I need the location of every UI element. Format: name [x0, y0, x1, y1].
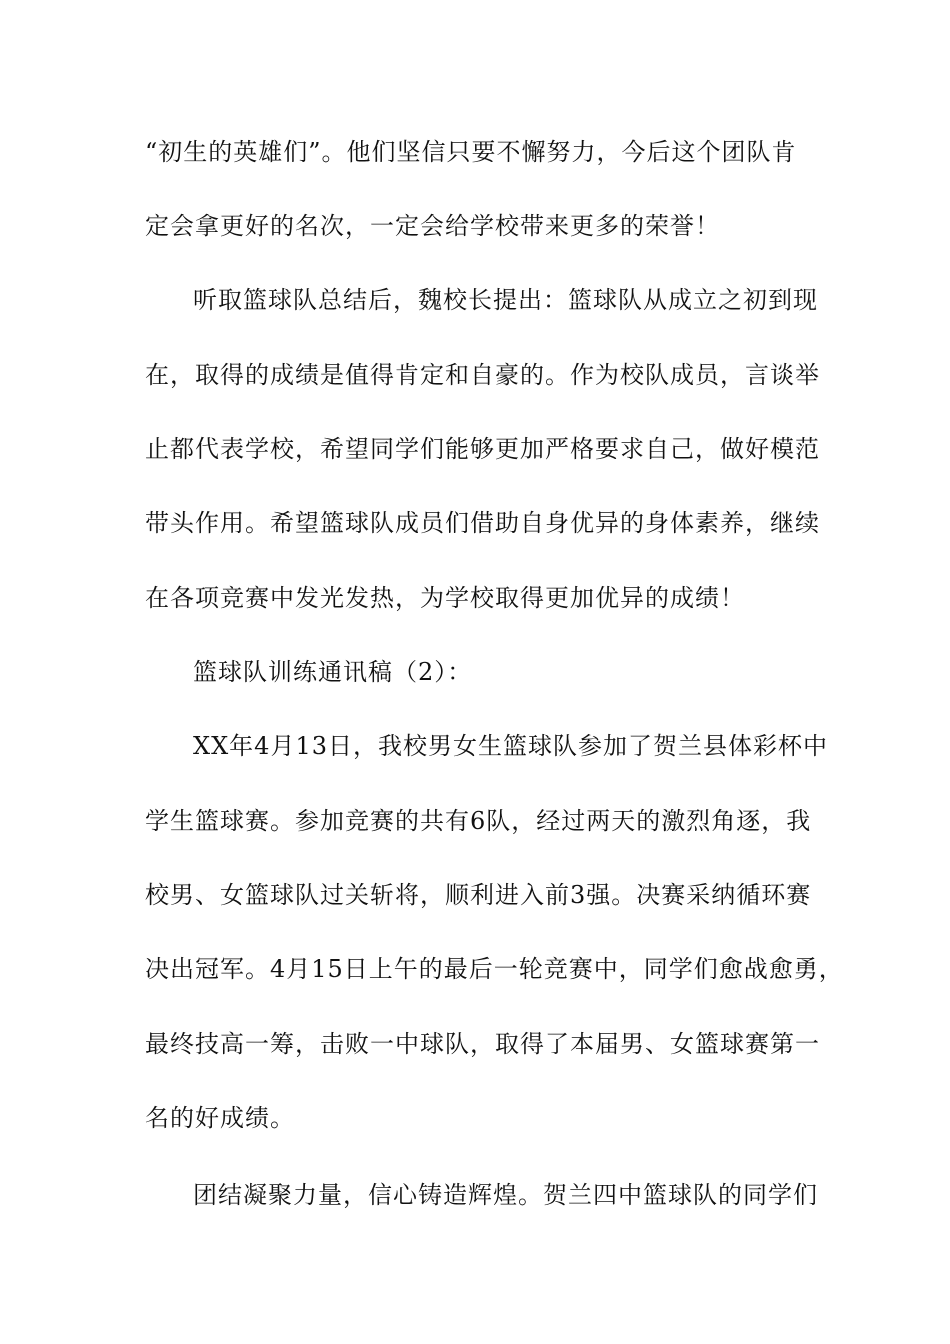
paragraph-start-line: XX年4月13日，我校男女生篮球队参加了贺兰县体彩杯中 — [193, 732, 828, 760]
text-line: 带头作用。希望篮球队成员们借助自身优异的身体素养，继续 — [145, 509, 820, 537]
text-line: 学生篮球赛。参加竞赛的共有6队，经过两天的激烈角逐，我 — [145, 807, 812, 835]
text-line: “初生的英雄们”。他们坚信只要不懈努力，今后这个团队肯 — [145, 138, 797, 166]
paragraph-start-line: 团结凝聚力量，信心铸造辉煌。贺兰四中篮球队的同学们 — [193, 1181, 818, 1209]
section-heading: 篮球队训练通讯稿（2）： — [193, 658, 473, 686]
text-line: 在各项竞赛中发光发热，为学校取得更加优异的成绩！ — [145, 584, 745, 612]
text-line: 在，取得的成绩是值得肯定和自豪的。作为校队成员，言谈举 — [145, 361, 820, 389]
text-line: 最终技高一筹，击败一中球队，取得了本届男、女篮球赛第一 — [145, 1030, 820, 1058]
paragraph-start-line: 听取篮球队总结后，魏校长提出：篮球队从成立之初到现 — [193, 286, 818, 314]
text-line: 名的好成绩。 — [145, 1104, 295, 1132]
text-line: 定会拿更好的名次，一定会给学校带来更多的荣誉！ — [145, 212, 720, 240]
text-line: 止都代表学校，希望同学们能够更加严格要求自己，做好模范 — [145, 435, 820, 463]
text-line: 决出冠军。4月15日上午的最后一轮竞赛中，同学们愈战愈勇， — [145, 955, 844, 983]
text-line: 校男、女篮球队过关斩将，顺利进入前3强。决赛采纳循环赛 — [145, 881, 812, 909]
